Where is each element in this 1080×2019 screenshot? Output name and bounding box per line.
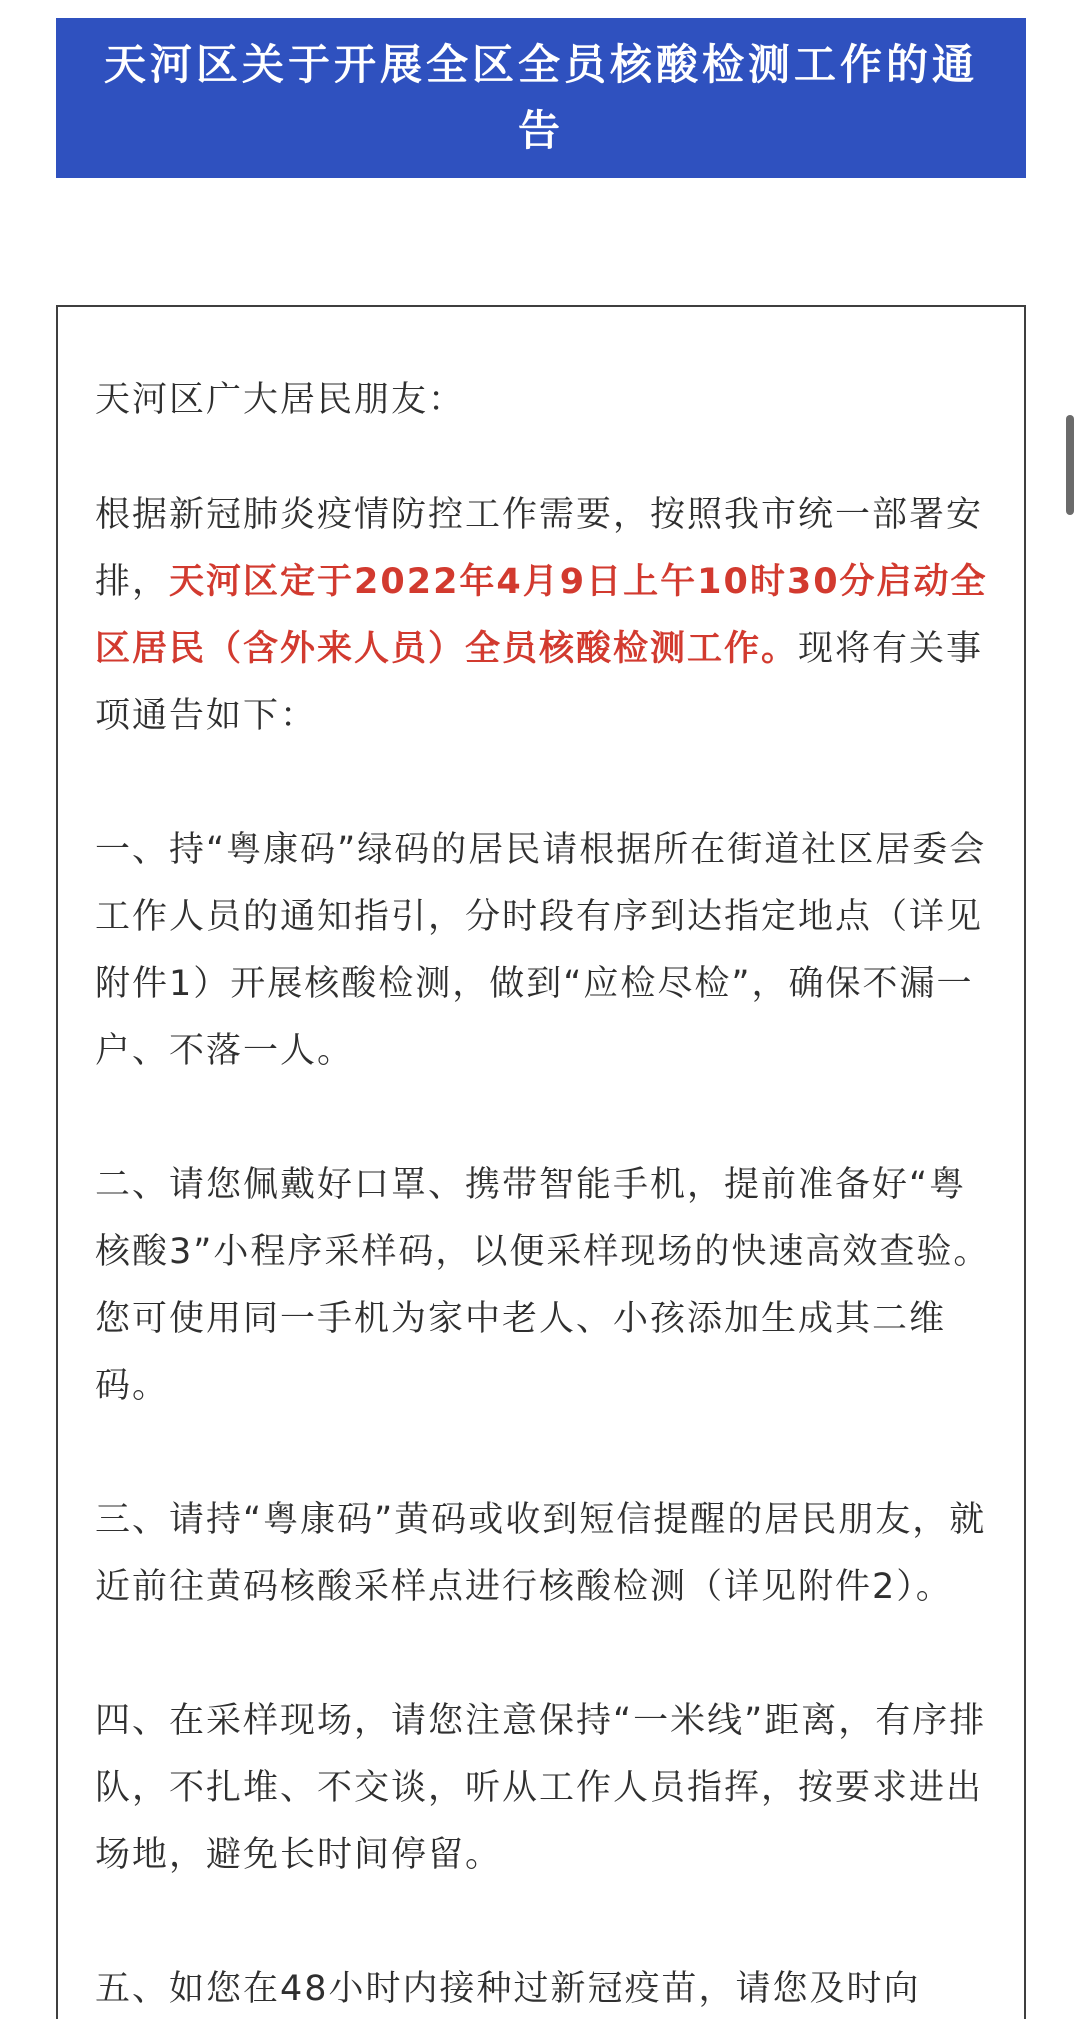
notice-item-5: 五、如您在48小时内接种过新冠疫苗，请您及时向: [95, 1969, 921, 2009]
intro-highlight-text: 天河区定于2022年4月9日上午10时30分启动全区居民（含外来人员）全员核酸检测工作。: [95, 562, 988, 669]
page-title: 天河区关于开展全区全员核酸检测工作的通告: [103, 40, 978, 155]
header-banner: [56, 18, 1026, 178]
notice-box: [56, 305, 1026, 2019]
intro-text-before: 根据新冠肺炎疫情防控工作需要，按照我市统一部署安排，: [95, 495, 984, 602]
notice-content: [95, 367, 995, 2019]
notice-item-4: 四、在采样现场，请您注意保持“一米线”距离，有序排队，不扎堆、不交谈，听从工作人员指挥，按要求进出场地，避免长时间停留。: [95, 1701, 987, 1875]
notice-item-3: 三、请持“粤康码”黄码或收到短信提醒的居民朋友，就近前往黄码核酸采样点进行核酸检测（详见附件2）。: [95, 1500, 987, 1607]
notice-item-1: 一、持“粤康码”绿码的居民请根据所在街道社区居委会工作人员的通知指引，分时段有序到达指定地点（详见附件1）开展核酸检测，做到“应检尽检”，确保不漏一户、不落一人。: [95, 830, 987, 1071]
intro-text-after: 现将有关事项通告如下：: [95, 629, 984, 736]
notice-intro-paragraph: [95, 482, 995, 750]
notice-salutation: 天河区广大居民朋友：: [95, 380, 466, 420]
notice-item-2: 二、请您佩戴好口罩、携带智能手机，提前准备好“粤核酸3”小程序采样码，以便采样现场的快速高效查验。您可使用同一手机为家中老人、小孩添加生成其二维码。: [95, 1165, 991, 1406]
scrollbar-thumb[interactable]: [1066, 415, 1074, 515]
